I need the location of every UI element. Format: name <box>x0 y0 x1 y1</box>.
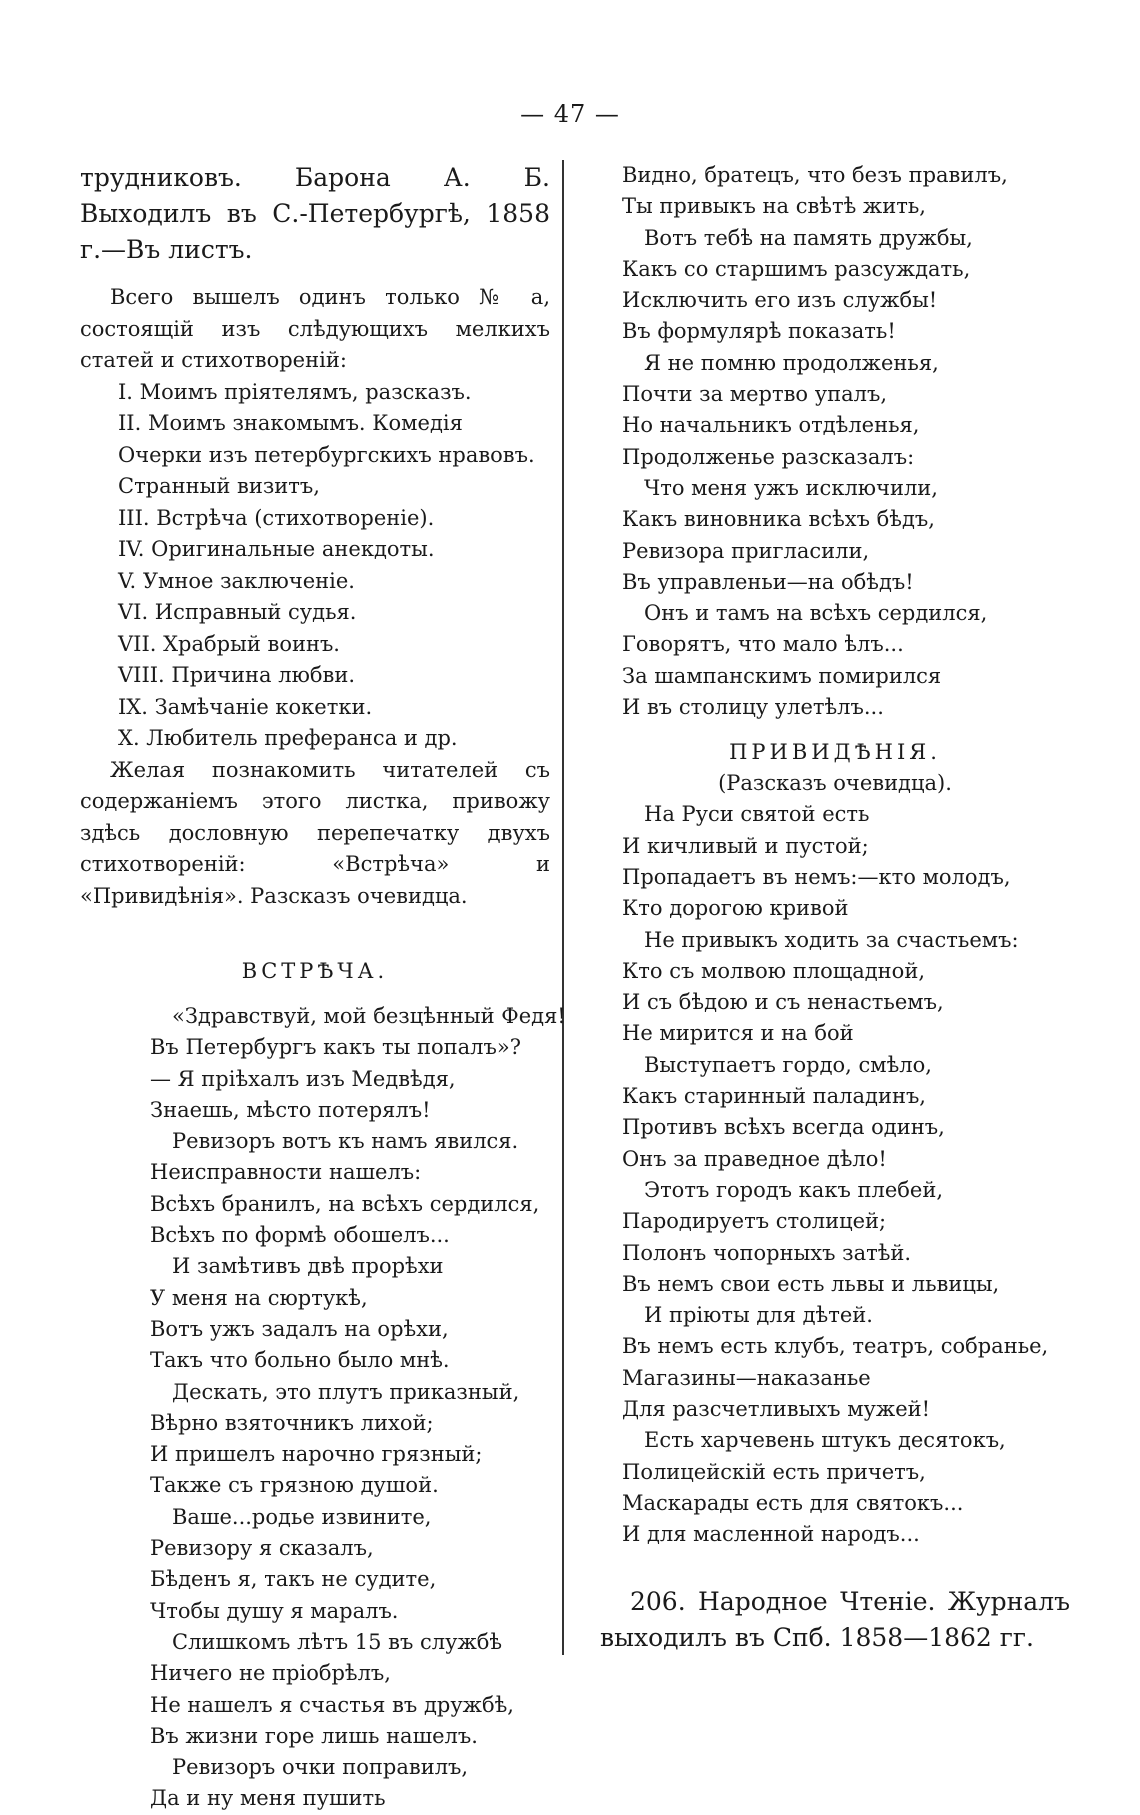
poem2-line: Какъ старинный паладинъ, <box>622 1084 926 1109</box>
contents-item: VII. Храбрый воинъ. <box>118 631 340 656</box>
poem-line: И въ столицу улетѣлъ... <box>622 695 884 720</box>
poem-line: Ваше...родье извините, <box>172 1504 432 1529</box>
poem-line: Въ управленьи—на обѣдъ! <box>622 569 914 594</box>
poem-line: Вотъ тебѣ на память дружбы, <box>644 225 973 250</box>
contents-list <box>80 377 550 755</box>
poem-line: И пришелъ нарочно грязный; <box>150 1442 483 1467</box>
poem-continuation <box>600 160 1070 723</box>
contents-item: I. Моимъ пріятелямъ, разсказъ. <box>118 379 472 404</box>
poem-line: Неисправности нашелъ: <box>150 1160 422 1185</box>
poem-line: Также съ грязною душой. <box>150 1473 439 1498</box>
poem-line: Ревизора пригласили, <box>622 538 870 563</box>
right-column <box>600 160 1070 1656</box>
poem2-line: Кто съ молвою площадной, <box>622 958 925 983</box>
poem-line: Ты привыкъ на свѣтѣ жить, <box>622 194 926 219</box>
poem-line: Почти за мертво упалъ, <box>622 382 887 407</box>
poem2-line: И пріюты для дѣтей. <box>644 1303 873 1328</box>
poem2-line: Не мирится и на бой <box>622 1021 854 1046</box>
poem-line: Ревизоръ вотъ къ намъ явился. <box>172 1129 519 1154</box>
poem2-line: Для разсчетливыхъ мужей! <box>622 1396 931 1421</box>
contents-item: II. Моимъ знакомымъ. Комедія Очерки изъ петербургскихъ нравовъ. Странный визитъ, <box>118 411 535 498</box>
poem2-line: Противъ всѣхъ всегда одинъ, <box>622 1115 945 1140</box>
poem-line: Слишкомъ лѣтъ 15 въ службѣ <box>172 1629 503 1654</box>
poem-line: Видно, братецъ, что безъ правилъ, <box>622 163 1008 187</box>
poem-line: И замѣтивъ двѣ прорѣхи <box>172 1254 444 1279</box>
poem2-line: Полицейскій есть причетъ, <box>622 1459 926 1484</box>
poem-body <box>80 1001 566 1815</box>
poem-line: Въ Петербургъ какъ ты попалъ»? <box>150 1035 521 1060</box>
column-divider <box>562 160 564 1655</box>
poem-line: Какъ со старшимъ разсуждать, <box>622 256 971 281</box>
poem2-line: Выступаетъ гордо, смѣло, <box>644 1052 932 1077</box>
entry-206: 206. Народное Чтеніе. Журналъ выходилъ въ Спб. 1858—1862 гг. <box>600 1587 1070 1653</box>
poem-line: Ревизоръ очки поправилъ, <box>172 1755 469 1780</box>
poem-line: Такъ что больно было мнѣ. <box>150 1348 450 1373</box>
poem-line: «Здравствуй, мой безцѣнный Федя! <box>172 1004 566 1028</box>
poem2-line: Въ немъ есть клубъ, театръ, собранье, <box>622 1334 1049 1359</box>
poem2-line: Онъ за праведное дѣло! <box>622 1146 887 1171</box>
poem2-body <box>600 799 1070 1550</box>
poem-line: Продолженье разсказалъ: <box>622 444 915 469</box>
poem-line: Въ формулярѣ показать! <box>622 319 896 344</box>
poem-line: Въ жизни горе лишь нашелъ. <box>150 1723 478 1748</box>
contents-item: V. Умное заключеніе. <box>118 568 355 593</box>
poem2-line: Полонъ чопорныхъ затѣй. <box>622 1240 912 1265</box>
poem2-line: На Руси святой есть <box>644 802 870 827</box>
poem-line: Ревизору я сказалъ, <box>150 1536 374 1561</box>
poem-line: Дескать, это плутъ приказный, <box>172 1379 520 1404</box>
poem-line: Онъ и тамъ на всѣхъ сердился, <box>644 601 988 626</box>
contents-item: III. Встрѣча (стихотвореніе). <box>118 505 435 530</box>
poem-line: Вотъ ужъ задалъ на орѣхи, <box>150 1316 449 1341</box>
poem2-line: Маскарады есть для святокъ... <box>622 1490 964 1515</box>
poem-line: Но начальникъ отдѣленья, <box>622 413 920 438</box>
contents-item: X. Любитель преферанса и др. <box>118 726 458 750</box>
poem-line: Я не помню продолженья, <box>644 350 939 375</box>
poem-line: Бѣденъ я, такъ не судите, <box>150 1567 437 1592</box>
poem2-line: Магазины—наказанье <box>622 1365 871 1390</box>
poem-line: Исключить его изъ службы! <box>622 288 938 313</box>
poem2-line: И кичливый и пустой; <box>622 833 869 858</box>
poem-line: Какъ виновника всѣхъ бѣдъ, <box>622 507 935 532</box>
poem2-line: Въ немъ свои есть львы и львицы, <box>622 1271 1000 1296</box>
poem-line: У меня на сюртукѣ, <box>150 1285 368 1310</box>
poem-line: За шампанскимъ помирился <box>622 663 942 688</box>
poem2-subtitle: (Разсказъ очевидца). <box>718 771 952 796</box>
contents-item: VIII. Причина любви. <box>118 663 355 687</box>
contents-item: IX. Замѣчаніе кокетки. <box>118 694 373 719</box>
poem-line: — Я пріѣхалъ изъ Медвѣдя, <box>150 1066 456 1091</box>
poem2-line: Не привыкъ ходить за счастьемъ: <box>644 927 1019 952</box>
poem-line: Знаешь, мѣсто потерялъ! <box>150 1097 431 1122</box>
poem2-line: Этотъ городъ какъ плебей, <box>644 1177 943 1202</box>
poem-line: Да и ну меня пушить <box>150 1786 386 1811</box>
contents-item: IV. Оригинальные анекдоты. <box>118 537 435 561</box>
poem2-line: Пародируетъ столицей; <box>622 1209 887 1234</box>
poem2-line: И съ бѣдою и съ ненастьемъ, <box>622 990 944 1015</box>
poem2-line: Кто дорогою кривой <box>622 896 849 921</box>
poem-line: Чтобы душу я маралъ. <box>150 1598 399 1623</box>
contents-item: VI. Исправный судья. <box>118 600 357 624</box>
poem-line: Говорятъ, что мало ѣлъ... <box>622 632 904 657</box>
page-number: — 47 — <box>520 100 620 128</box>
outro-paragraph: Желая познакомить читателей съ содержаніемъ этого листка, привожу здѣсь дословную перепечатку двухъ стихотвореній: «Встрѣча» и «Привидѣнія». Разсказъ очевидца. <box>80 757 550 908</box>
poem-line: Что меня ужъ исключили, <box>644 475 938 500</box>
poem-line: Ничего не пріобрѣлъ, <box>150 1661 391 1686</box>
poem-line: Вѣрно взяточникъ лихой; <box>150 1410 434 1435</box>
poem2-line: Пропадаетъ въ немъ:—кто молодъ, <box>622 864 1011 889</box>
poem-line: Не нашелъ я счастья въ дружбѣ, <box>150 1692 514 1717</box>
poem2-line: Есть харчевень штукъ десятокъ, <box>644 1428 1006 1453</box>
left-column <box>80 160 566 1815</box>
poem2-line: И для масленной народъ... <box>622 1522 920 1547</box>
poem-line: Всѣхъ по формѣ обошелъ... <box>150 1223 450 1248</box>
entry-intro: трудниковъ. Барона А. Б. Выходилъ въ С.-Петербургѣ, 1858 г.—Въ листъ. <box>80 163 550 264</box>
poem-line: Всѣхъ бранилъ, на всѣхъ сердился, <box>150 1191 540 1216</box>
contents-intro: Всего вышелъ одинъ только № а, состоящій изъ слѣдующихъ мелкихъ статей и стихотвореній: <box>80 285 550 372</box>
poem2-title: ПРИВИДѢНІЯ. <box>729 740 941 765</box>
poem-title: ВСТРѢЧА. <box>241 959 389 983</box>
